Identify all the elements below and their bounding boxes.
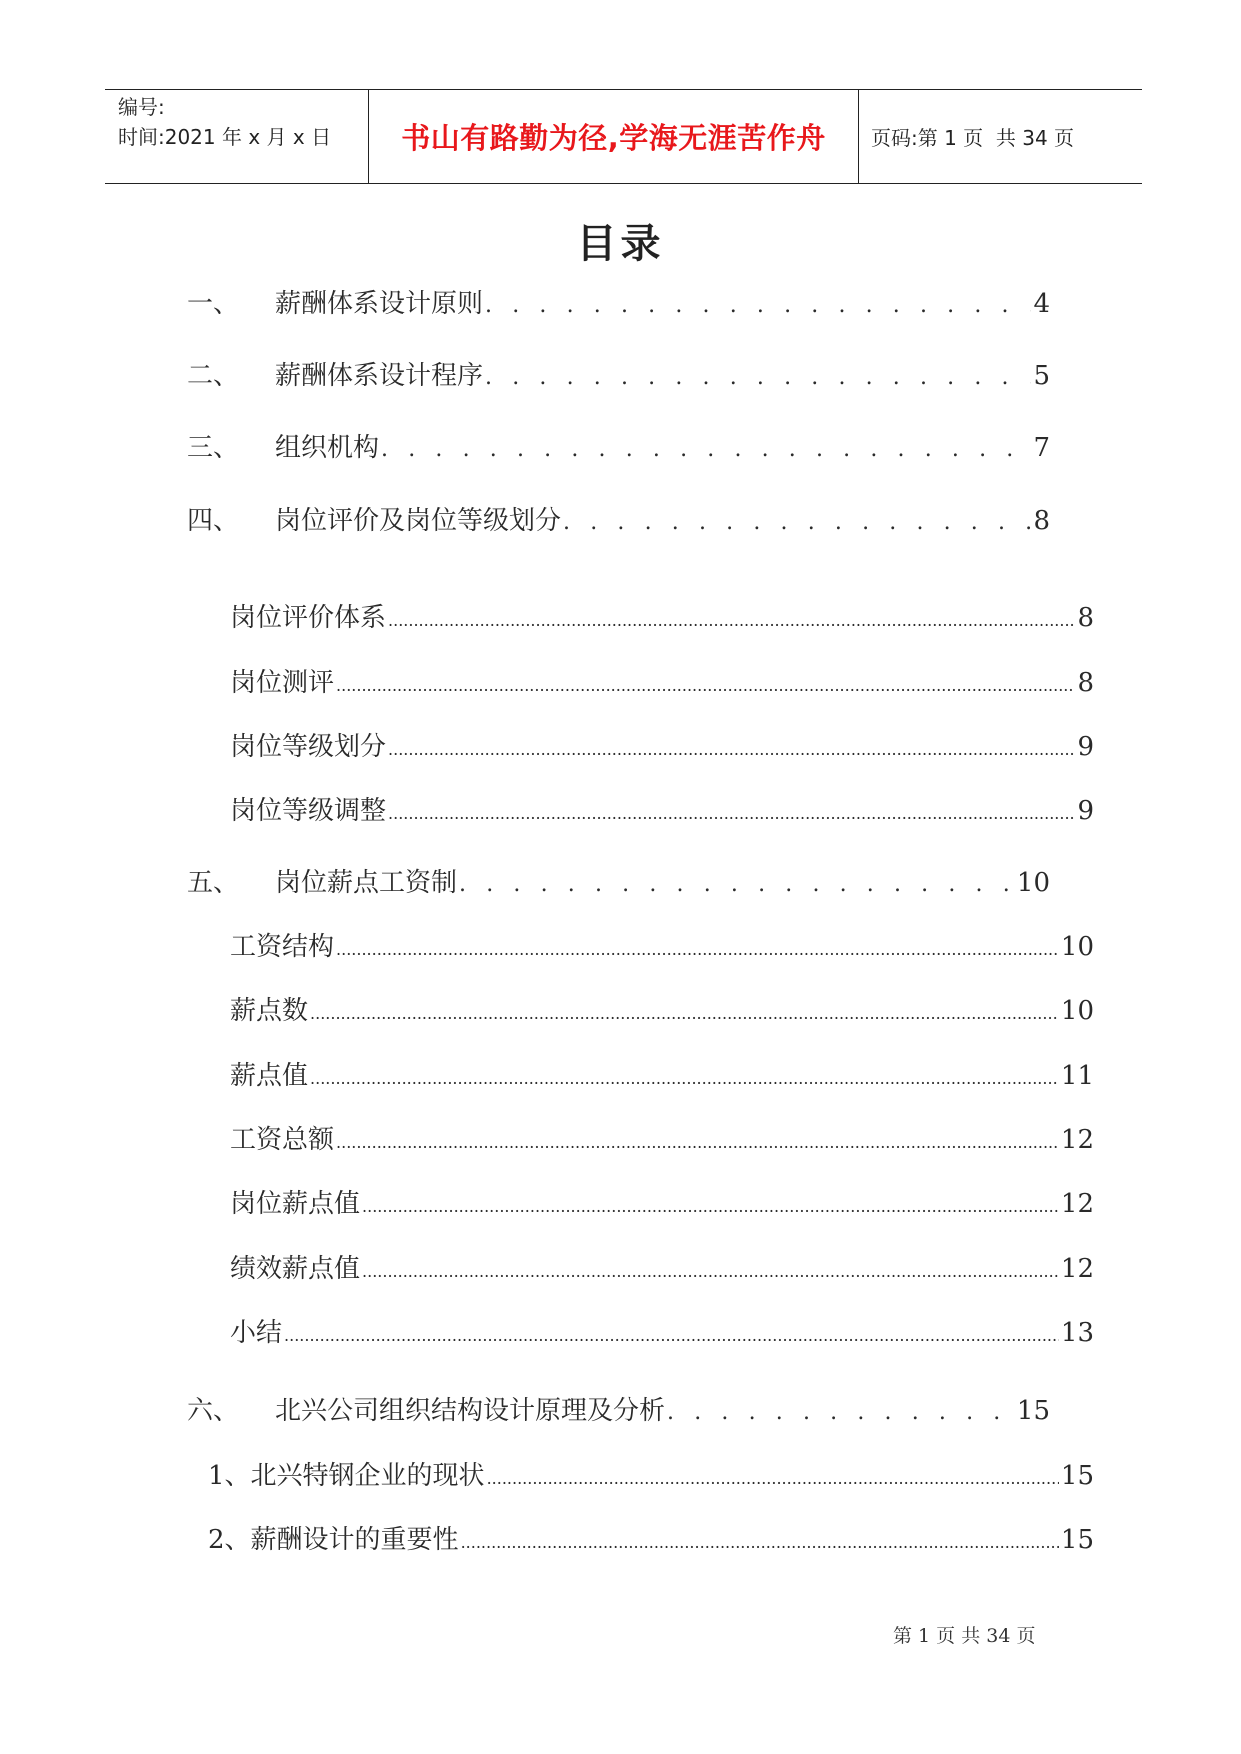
toc-entry-title: 薪酬体系设计程序 [275,361,484,391]
toc-entry-number: 二、 [187,361,240,391]
toc-entry-page: 4 [1033,289,1050,319]
toc-entry-title: 北兴公司组织结构设计原理及分析 [275,1396,666,1426]
toc-dot-leader [336,676,1075,695]
toc-dot-leader [310,1069,1059,1088]
toc-entry-page: 7 [1033,433,1050,463]
toc-entry-page: 13 [1060,1318,1094,1348]
toc-dot-leader [381,437,1031,462]
toc-dot-leader [284,1326,1059,1345]
toc-entry-page: 5 [1033,361,1050,391]
toc-entry-page: 12 [1060,1189,1094,1219]
toc-entry-title: 岗位等级调整 [230,796,387,826]
toc-entry-number: 五、 [187,868,240,898]
toc-dot-leader [667,1400,1015,1425]
toc-dot-leader [310,1004,1059,1023]
toc-entry-page: 11 [1060,1061,1094,1091]
toc-dot-leader [388,804,1075,823]
toc-entry[interactable] [230,1248,1094,1285]
toc-entry-number: 六、 [187,1396,240,1426]
toc-entry-title: 工资总额 [230,1125,335,1155]
toc-entry-page: 8 [1077,668,1094,698]
toc-entry[interactable] [230,1183,1094,1220]
header-motto: 书山有路勤为径,学海无涯苦作舟 [401,121,826,155]
toc-dot-leader [461,1533,1059,1552]
toc-entry-title: 北兴特钢企业的现状 [250,1461,485,1491]
toc-entry[interactable] [230,990,1094,1027]
toc-entry-page: 8 [1033,506,1050,536]
toc-entry[interactable] [187,427,1050,464]
toc-entry-page: 9 [1077,732,1094,762]
toc-dot-leader [485,365,1031,390]
toc-entry[interactable] [230,597,1094,634]
toc-entry[interactable] [230,726,1094,763]
toc-entry[interactable] [187,862,1050,899]
toc-entry-title: 岗位等级划分 [230,732,387,762]
toc-entry-title: 岗位评价及岗位等级划分 [275,506,562,536]
toc-entry[interactable] [187,355,1050,392]
toc-entry-number: 1、 [208,1461,251,1491]
toc-entry-page: 10 [1016,868,1050,898]
toc-entry-page: 10 [1060,932,1094,962]
toc-dot-leader [388,611,1075,630]
toc-entry-number: 三、 [187,433,240,463]
toc-entry-title: 工资结构 [230,932,335,962]
toc-entry[interactable] [230,790,1094,827]
toc-entry[interactable] [208,1519,1094,1556]
toc-entry[interactable] [230,1119,1094,1156]
toc-entry-title: 薪酬设计的重要性 [250,1525,459,1555]
toc-dot-leader [362,1197,1059,1216]
toc-entry-page: 15 [1060,1461,1094,1491]
toc-entry-page: 9 [1077,796,1094,826]
toc-entry-number: 2、 [208,1525,251,1555]
toc-dot-leader [362,1262,1059,1281]
toc-dot-leader [336,1133,1059,1152]
toc-entry[interactable] [187,283,1050,320]
toc-entry[interactable] [208,1455,1094,1492]
toc-entry[interactable] [230,1312,1094,1349]
toc-entry-title: 小结 [230,1318,283,1348]
toc-entry-title: 岗位测评 [230,668,335,698]
toc-dot-leader [485,293,1031,318]
toc-dot-leader [336,940,1059,959]
toc-dot-leader [487,1469,1059,1488]
toc-entry-title: 绩效薪点值 [230,1254,361,1284]
header-page-label: 页码:第 1 页 共 34 页 [871,126,1075,150]
toc-entry-title: 岗位薪点工资制 [275,868,458,898]
toc-entry[interactable] [187,500,1050,537]
time-label: 时间:2021 年 x 月 x 日 [118,125,332,149]
toc-entry-page: 15 [1016,1396,1050,1426]
serial-label: 编号: [118,95,165,119]
toc-title: 目录 [576,221,665,267]
toc-entry-number: 四、 [187,506,240,536]
toc-entry-title: 薪酬体系设计原则 [275,289,484,319]
toc-entry-title: 岗位评价体系 [230,603,387,633]
toc-entry-page: 12 [1060,1125,1094,1155]
toc-entry-page: 15 [1060,1525,1094,1555]
toc-entry[interactable] [230,1055,1094,1092]
toc-dot-leader [563,510,1031,535]
toc-entry[interactable] [230,926,1094,963]
toc-entry-title: 薪点数 [230,996,309,1026]
toc-entry[interactable] [187,1390,1050,1427]
toc-entry-title: 岗位薪点值 [230,1189,361,1219]
toc-entry-page: 12 [1060,1254,1094,1284]
toc-dot-leader [459,872,1015,897]
toc-dot-leader [388,740,1075,759]
toc-entry-title: 薪点值 [230,1061,309,1091]
toc-entry[interactable] [230,662,1094,699]
toc-entry-page: 8 [1077,603,1094,633]
toc-entry-number: 一、 [187,289,240,319]
toc-entry-title: 组织机构 [275,433,380,463]
toc-entry-page: 10 [1060,996,1094,1026]
